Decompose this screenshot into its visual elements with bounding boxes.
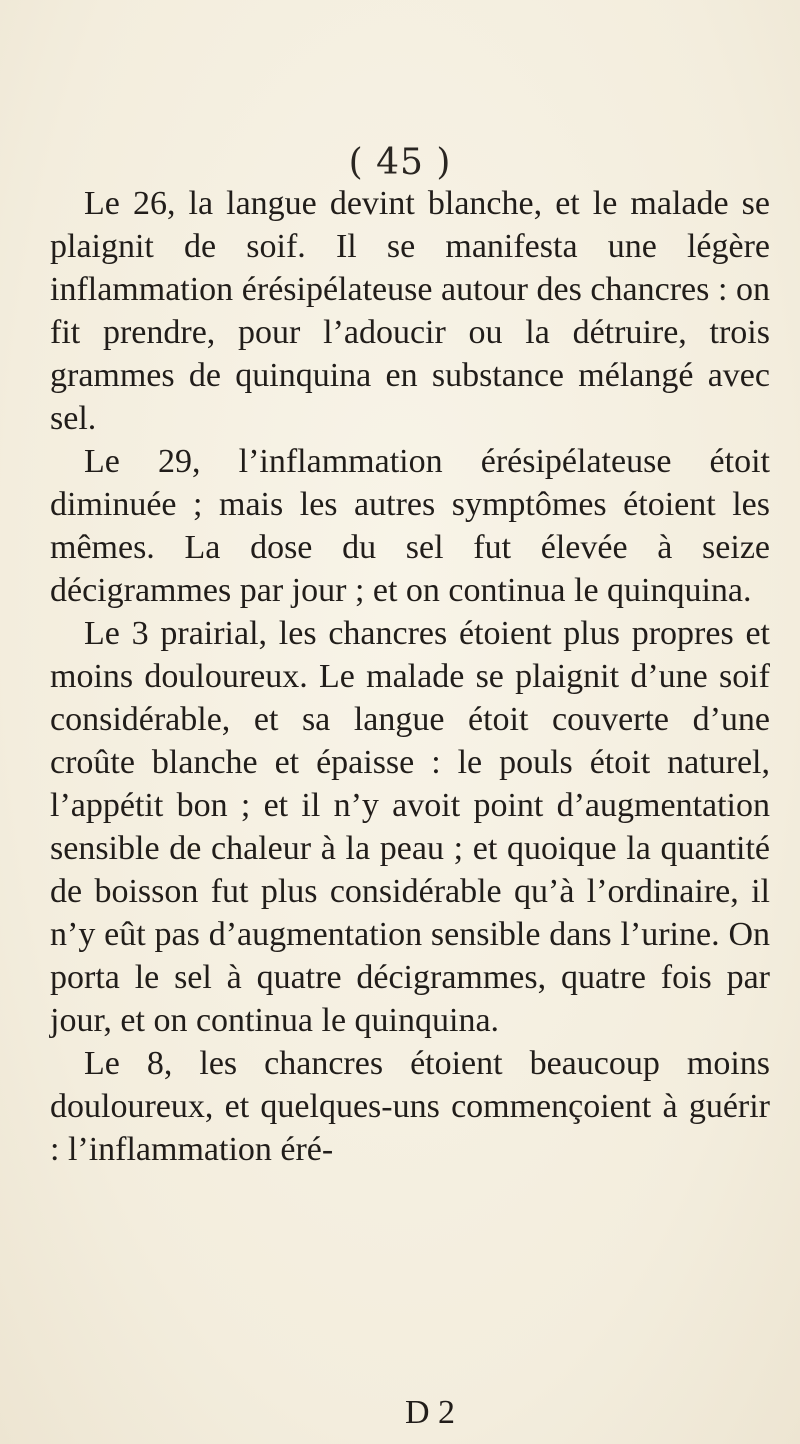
page-number: ( 45 ) bbox=[348, 142, 452, 183]
paragraph-2: Le 29, l’inflammation érésipélateuse étoit diminuée ; mais les autres symptômes étoient les mêmes. La dose du sel fut élevée à seize décigrammes par jour ; et on continua le quinquina. bbox=[50, 443, 770, 609]
page-body bbox=[50, 182, 770, 1171]
paragraph-1: Le 26, la langue devint blanche, et le malade se plaignit de soif. Il se manifesta une légère inflammation érésipélateuse autour des chancres : on fit prendre, pour l’adoucir ou la détruire, trois grammes de quinquina en substance mélangé avec sel. bbox=[50, 185, 770, 437]
signature-mark: D 2 bbox=[404, 1394, 456, 1431]
paragraph-3: Le 3 prairial, les chancres étoient plus propres et moins douloureux. Le malade se plaignit d’une soif considérable, et sa langue étoit couverte d’une croûte blanche et épaisse : le pouls étoit naturel, l’appétit bon ; et il n’y avoit point d’augmentation sensible de chaleur à la peau ; et quoique la quantité de boisson fut plus considérable qu’à l’ordinaire, il n’y eût pas d’augmentation sensible dans l’urine. On porta le sel à quatre décigrammes, quatre fois par jour, et on continua le quinquina. bbox=[50, 615, 770, 1039]
paragraph-4: Le 8, les chancres étoient beaucoup moins douloureux, et quelques-uns commençoient à guérir : l’inflammation éré- bbox=[50, 1045, 770, 1168]
